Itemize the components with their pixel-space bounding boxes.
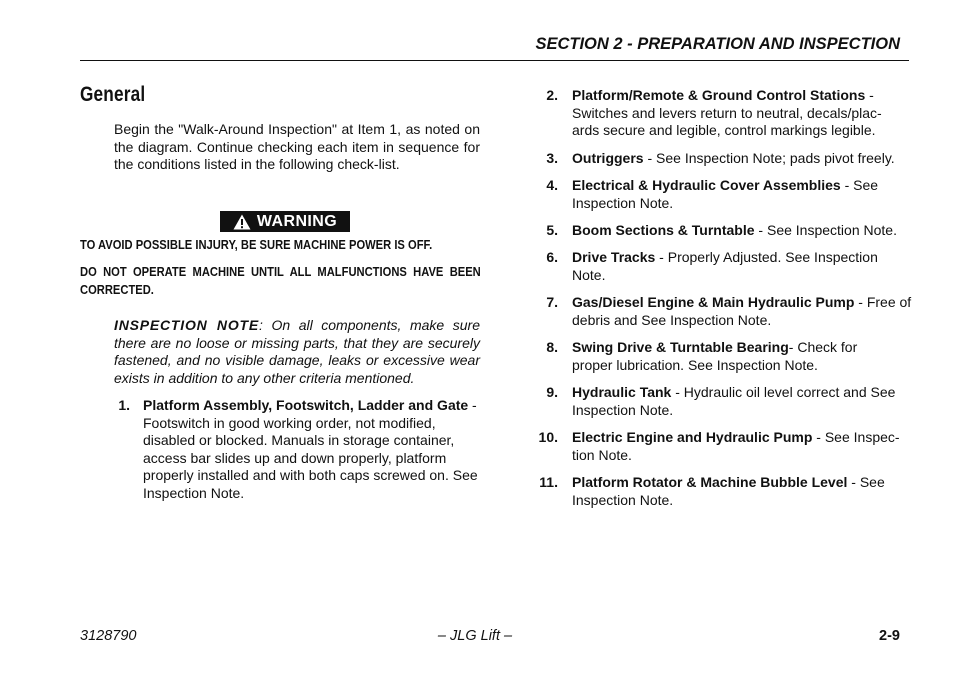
- item-text: - Properly Adjusted. See Inspection Note.: [572, 249, 878, 283]
- item-title: Electric Engine and Hydraulic Pump: [572, 429, 813, 445]
- item-title: Outriggers: [572, 150, 644, 166]
- item-number: 4.: [546, 177, 558, 193]
- item-number: 3.: [546, 150, 558, 166]
- item-number: 9.: [546, 384, 558, 400]
- item-text: - See Inspec-tion Note.: [572, 429, 900, 463]
- item-number: 2.: [546, 87, 558, 103]
- item-body: [572, 177, 902, 212]
- inspection-note-label: INSPECTION NOTE: [114, 317, 260, 333]
- item-body: [143, 397, 483, 503]
- item-body: [572, 222, 912, 240]
- item-number: 10.: [538, 429, 558, 445]
- item-title: Electrical & Hydraulic Cover Assemblies: [572, 177, 841, 193]
- item-body: [572, 384, 912, 419]
- item-title: Boom Sections & Turntable: [572, 222, 755, 238]
- item-text: - See Inspection Note; pads pivot freely.: [643, 150, 895, 166]
- item-text: - Check for proper lubrication. See Inspection Note.: [572, 339, 858, 373]
- page-heading: General: [80, 83, 146, 106]
- item-title: Platform/Remote & Ground Control Stations: [572, 87, 866, 103]
- item-body: [572, 474, 912, 509]
- warning-banner: [220, 211, 350, 232]
- item-text: - See Inspection Note.: [572, 474, 885, 508]
- warning-triangle-icon: [233, 214, 251, 230]
- item-title: Platform Rotator & Machine Bubble Level: [572, 474, 848, 490]
- warning-text-malfunctions: DO NOT OPERATE MACHINE UNTIL ALL MALFUNCTIONS HAVE BEEN CORRECTED.: [80, 264, 481, 297]
- warning-text-power: TO AVOID POSSIBLE INJURY, BE SURE MACHINE POWER IS OFF.: [80, 237, 433, 252]
- item-number: 7.: [546, 294, 558, 310]
- item-title: Drive Tracks: [572, 249, 656, 265]
- item-text: - Free of debris and See Inspection Note.: [572, 294, 912, 328]
- item-number: 5.: [546, 222, 558, 238]
- item-body: [572, 294, 912, 329]
- inspection-note-text: : On all components, make sure there are no loose or missing parts, that they are securely fastened, and no visible damage, leaks or excessive wear exists in addition to any other criteria mentioned.: [114, 317, 480, 386]
- item-number: 11.: [539, 474, 558, 490]
- item-text: - See Inspection Note.: [572, 177, 879, 211]
- page-number: 2-9: [879, 628, 900, 644]
- item-number: 1.: [118, 397, 130, 413]
- item-title: Platform Assembly, Footswitch, Ladder and Gate: [143, 397, 469, 413]
- item-body: [572, 339, 892, 374]
- item-body: [572, 87, 908, 140]
- item-title: Swing Drive & Turntable Bearing: [572, 339, 789, 355]
- inspection-note: [114, 317, 480, 387]
- section-title: SECTION 2 - PREPARATION AND INSPECTION: [535, 35, 900, 53]
- item-title: Gas/Diesel Engine & Main Hydraulic Pump: [572, 294, 855, 310]
- item-body: [572, 249, 902, 284]
- document-number: 3128790: [80, 628, 137, 644]
- footer-brand: – JLG Lift –: [437, 628, 513, 644]
- item-body: [572, 429, 912, 464]
- item-title: Hydraulic Tank: [572, 384, 672, 400]
- warning-label: WARNING: [256, 212, 338, 230]
- item-body: [572, 150, 912, 168]
- item-number: 6.: [546, 249, 558, 265]
- item-text: - Footswitch in good working order, not modified, disabled or blocked. Manuals in storage container, access bar slides up and down properly, platform properly installed and with both caps screwed on. See Inspection Note.: [143, 397, 478, 501]
- item-text: - See Inspection Note.: [754, 222, 897, 238]
- intro-paragraph: Begin the "Walk-Around Inspection" at Item 1, as noted on the diagram. Continue checking each item in sequence for the conditions listed in the following check-list.: [114, 121, 480, 173]
- item-number: 8.: [546, 339, 558, 355]
- item-text: - Switches and levers return to neutral, decals/plac-ards secure and legible, control markings legible.: [572, 87, 882, 139]
- header-divider: [80, 60, 909, 61]
- item-text: - Hydraulic oil level correct and See Inspection Note.: [572, 384, 896, 418]
